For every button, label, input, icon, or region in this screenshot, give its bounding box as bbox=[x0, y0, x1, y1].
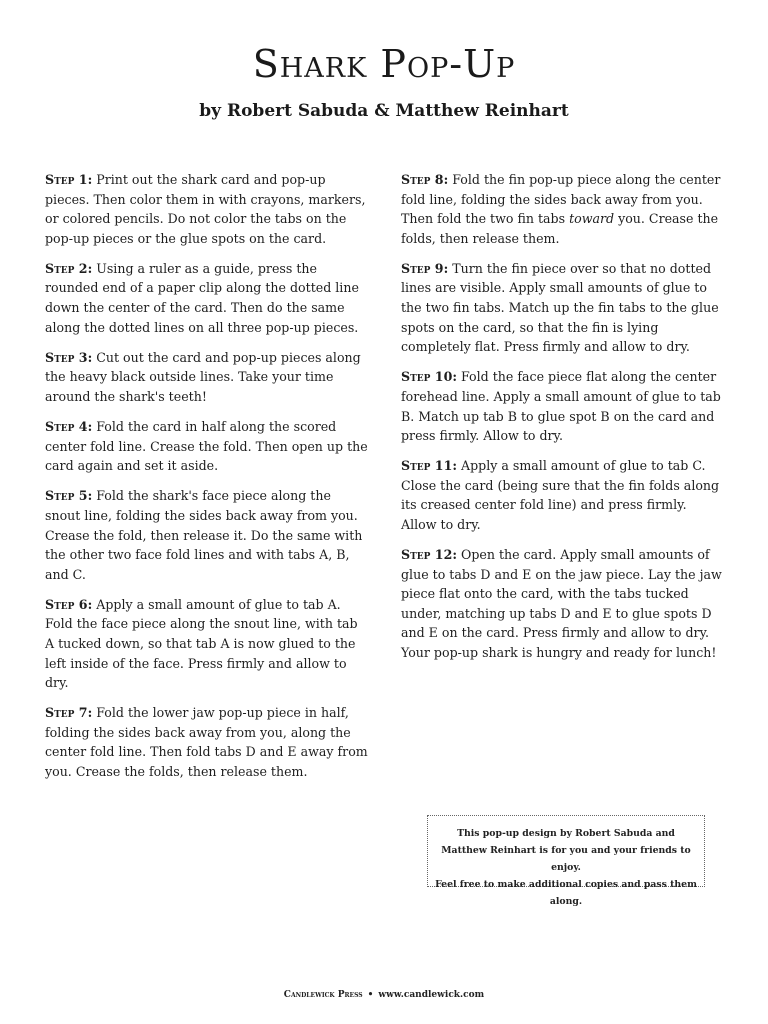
step-10 bbox=[401, 367, 726, 445]
step-label: Step 2: bbox=[45, 260, 93, 276]
step-text: Open the card. Apply small amounts of glue to tabs D and E on the jaw piece. Lay the jaw piece flat onto the card, with the tabs tucked under, matching up tabs D and E to glue spots D and E on the card. Press firmly and allow to dry. Your pop-up shark is hungry and ready for lunch! bbox=[401, 547, 722, 661]
step-text: Apply a small amount of glue to tab C. Close the card (being sure that the fin folds along its creased center fold line) and press firmly. Allow to dry. bbox=[401, 458, 720, 532]
step-text: Using a ruler as a guide, press the rounded end of a paper clip along the dotted line down the center of the card. Then do the same along the dotted lines on all three pop-up pieces. bbox=[45, 260, 359, 335]
step-3 bbox=[45, 348, 370, 407]
step-label: Step 9: bbox=[401, 260, 449, 276]
step-text-part: Fold the fin pop-up piece along the center fold line, folding the sides back away from you. Then fold the two fin tabs bbox=[401, 172, 721, 227]
step-text: Fold the lower jaw pop-up piece in half, folding the sides back away from you, along the center fold line. Then fold tabs D and E away from you. Crease the folds, then release them. bbox=[45, 705, 368, 780]
step-11 bbox=[401, 456, 726, 534]
note-line: This pop-up design by Robert Sabuda and bbox=[457, 828, 675, 839]
step-7 bbox=[45, 703, 370, 781]
byline: by Robert Sabuda & Matthew Reinhart bbox=[199, 101, 569, 121]
step-text-part: you. Crease the folds, then release them. bbox=[401, 211, 719, 246]
step-label: Step 8: bbox=[401, 172, 449, 187]
step-text: Apply a small amount of glue to tab A. Fold the face piece along the snout line, with tab A tucked down, so that tab A is now glued to the left inside of the face. Press firmly and allow to dry. bbox=[45, 596, 358, 691]
step-1 bbox=[45, 170, 370, 248]
note-line: Matthew Reinhart is for you and your friends to enjoy. bbox=[441, 845, 691, 873]
step-text: Print out the shark card and pop-up pieces. Then color them in with crayons, markers, or colored pencils. Do not color the tabs on the pop-up pieces or the glue spots on the card. bbox=[45, 172, 366, 246]
footer bbox=[0, 990, 768, 1000]
step-label: Step 11: bbox=[401, 458, 457, 474]
footer-separator: • bbox=[367, 990, 374, 1000]
step-4 bbox=[45, 417, 370, 476]
step-label: Step 12: bbox=[401, 547, 457, 563]
step-text: Fold the shark's face piece along the snout line, folding the sides back away from you. Crease the fold, then release it. Do the same with the other two face fold lines and with tabs A, B, and C. bbox=[45, 488, 363, 582]
step-text: Cut out the card and pop-up pieces along the heavy black outside lines. Take your time around the shark's teeth! bbox=[45, 349, 361, 404]
sharing-note-box bbox=[427, 815, 705, 907]
step-12 bbox=[401, 545, 726, 663]
step-6 bbox=[45, 595, 370, 693]
steps-right-column bbox=[401, 170, 726, 673]
step-label: Step 3: bbox=[45, 349, 93, 365]
step-label: Step 6: bbox=[45, 596, 93, 612]
step-label: Step 7: bbox=[45, 705, 93, 721]
step-label: Step 10: bbox=[401, 369, 457, 385]
step-text-emphasis: toward bbox=[569, 211, 615, 227]
step-label: Step 4: bbox=[45, 419, 93, 435]
step-2 bbox=[45, 259, 370, 337]
step-8 bbox=[401, 170, 726, 248]
step-text: Turn the fin piece over so that no dotted lines are visible. Apply small amounts of glue to the two fin tabs. Match up the fin tabs to the glue spots on the card, so that the fin is lying completely flat. Press firmly and allow to dry. bbox=[401, 260, 719, 355]
note-line: Feel free to make additional copies and pass them along. bbox=[435, 879, 697, 907]
step-9 bbox=[401, 259, 726, 357]
publisher-name: Candlewick Press bbox=[283, 990, 363, 1000]
step-text: Fold the face piece flat along the center forehead line. Apply a small amount of glue to tab B. Match up tab B to glue spot B on the card and press firmly. Allow to dry. bbox=[401, 369, 721, 444]
steps-left-column bbox=[45, 170, 370, 792]
step-label: Step 1: bbox=[45, 172, 93, 187]
step-5 bbox=[45, 486, 370, 584]
step-label: Step 5: bbox=[45, 488, 93, 504]
page-title: Shark Pop-Up bbox=[252, 42, 516, 86]
step-text: Fold the card in half along the scored center fold line. Crease the fold. Then open up the card again and set it aside. bbox=[45, 419, 368, 474]
publisher-url: www.candlewick.com bbox=[378, 990, 485, 1000]
